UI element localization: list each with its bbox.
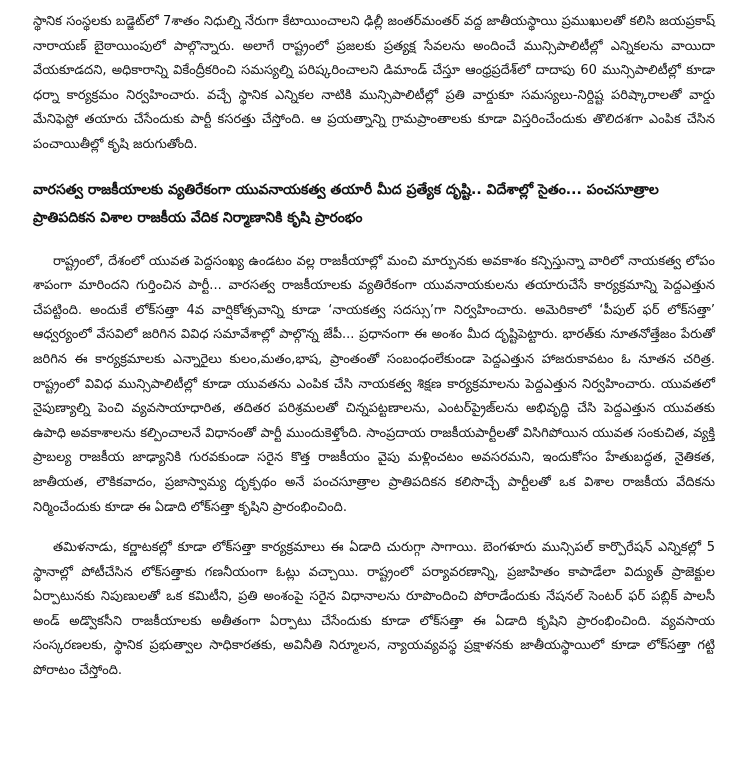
article-paragraph-1: స్థానిక సంస్థలకు బడ్జెట్‌లో 7శాతం నిధుల్ని నేరుగా కేటాయించాలని ఢిల్లీ జంతర్‌మంతర్ వద్ద జాతీయస్థాయి ప్రముఖులతో కలిసి జయప్రకాష్ నారాయణ్ బైఠాయింపులో పాల్గొన్నారు. అలాగే రాష్ట్రంలో ప్రజలకు ప్రత్యక్ష సేవలను అందించే మున్సిపాలిటీల్లో ఎన్నికలను వాయిదా వేయకూడదని, అధికారాన్ని వికేంద్రీకరించి సమస్యల్ని పరిష్కరించాలని డిమాండ్ చేస్తూ ఆంధ్రప్రదేశ్‌లో దాదాపు 60 మున్సిపాలిటీల్లో కూడా ధర్నా కార్యక్రమం నిర్వహించారు. వచ్చే స్థానిక ఎన్నికల నాటికి మున్సిపాలిటీల్లో ప్రతి వార్డుకూ సమస్యలు-నిర్దిష్ట పరిష్కారాలతో వార్డు మేనిఫెస్టో తయారు చేసేందుకు పార్టీ కసరత్తు చేస్తోంది. ఆ ప్రయత్నాన్ని గ్రామప్రాంతాలకు కూడా విస్తరించేందుకు తొలిదశగా ఎంపిక చేసిన పంచాయితీల్లో కృషి జరుగుతోంది.: [33, 14, 715, 152]
section-heading: వారసత్వ రాజకీయాలకు వ్యతిరేకంగా యువనాయకత్వ తయారీ మీద ప్రత్యేక దృష్టి.. విదేశాల్లో సైతం... పంచసూత్రాల ప్రాతిపదికన విశాల రాజకీయ వేదిక నిర్మాణానికి కృషి ప్రారంభం: [33, 181, 659, 226]
article-paragraph-3: తమిళనాడు, కర్ణాటకల్లో కూడా లోక్‌సత్తా కార్యక్రమాలు ఈ ఏడాది చురుగ్గా సాగాయి. బెంగళూరు మున్సిపల్ కార్పొరేషన్ ఎన్నికల్లో 5 స్థానాల్లో పోటీచేసిన లోక్‌సత్తాకు గణనీయంగా ఓట్లు వచ్చాయి. రాష్ట్రంలో పర్యావరణాన్ని, ప్రజాహితం కాపాడేలా విద్యుత్ ప్రాజెక్టుల ఏర్పాటునకు నిపుణులతో ఒక కమిటీని, ప్రతి అంశంపై సరైన విధానాలను రూపొందించి పోరాడేందుకు నేషనల్ సెంటర్ ఫర్ పబ్లిక్ పాలసీ అండ్ అడ్వొకసీని రాజకీయాలకు అతీతంగా ఏర్పాటు చేసేందుకు కూడా లోక్‌సత్తా ఈ ఏడాది కృషిని ప్రారంభించింది. వ్యవసాయ సంస్కరణలకు, స్థానిక ప్రభుత్వాల సాధికారతకు, అవినీతి నిర్మూలన, న్యాయవ్యవస్థ ప్రక్షాళనకు జాతీయస్థాయిలో కూడా లోక్‌సత్తా గట్టి పోరాటం చేస్తోంది.: [33, 540, 715, 679]
article-paragraph-2: రాష్ట్రంలో, దేశంలో యువత పెద్దసంఖ్య ఉండటం వల్ల రాజకీయాల్లో మంచి మార్పునకు అవకాశం కన్పిస్తున్నా వారిలో నాయకత్వ లోపం శాపంగా మారిందని గుర్తించిన పార్టీ... వారసత్వ రాజకీయాలకు వ్యతిరేకంగా యువనాయకులను తయారుచేసే కార్యక్రమాన్ని పెద్దఎత్తున చేపట్టింది. అందుకే లోక్‌సత్తా 4వ వార్షికోత్సవాన్ని కూడా ‘నాయకత్వ సదస్సు’గా నిర్వహించారు. అమెరికాలో ‘పీపుల్ ఫర్ లోక్‌సత్తా’ ఆధ్వర్యంలో వేసవిలో జరిగిన వివిధ సమావేశాల్లో పాల్గొన్న జేపీ... ప్రధానంగా ఈ అంశం మీద దృష్టిపెట్టారు. భారత్‌కు నూతనోత్తేజం పేరుతో జరిగిన ఈ కార్యక్రమాలకు ఎన్నారైలు కులం,మతం,భాష, ప్రాంతంతో సంబంధంలేకుండా పెద్దఎత్తున హాజరుకావటం ఓ నూతన చరిత్ర. రాష్ట్రంలో వివిధ మున్సిపాలిటీల్లో కూడా యువతను ఎంపిక చేసి నాయకత్వ శిక్షణ కార్యక్రమాలను పెద్దఎత్తున నిర్వహించారు. యువతలో నైపుణ్యాల్ని పెంచి వ్యవసాయాధారిత, తదితర పరిశ్రమలతో చిన్నపట్టణాలను, ఎంటర్‌ప్రైజ్‌లను అభివృద్ధి చేసి పెద్దఎత్తున యువతకు ఉపాధి అవకాశాలను కల్పించాలనే విధానంతో పార్టీ ముందుకెళ్తోంది. సాంప్రదాయ రాజకీయపార్టీలతో విసిగిపోయిన యువత సంకుచిత, వ్యక్తి ప్రాబల్య రాజకీయ జాఢ్యానికి గురవకుండా సరైన కొత్త రాజకీయం వైపు మళ్లించటం అవసరమని, ఇందుకోసం హేతుబద్ధత, నైతికత, జాతీయత, లౌకికవాదం, ప్రజాస్వామ్య దృక్పథం అనే పంచసూత్రాల ప్రాతిపదికన కలిసొచ్చే పార్టీలతో ఒక విశాల రాజకీయ వేదికను నిర్మించేందుకు కూడా ఈ ఏడాది లోక్‌సత్తా కృషిని ప్రారంభించింది.: [33, 253, 715, 515]
